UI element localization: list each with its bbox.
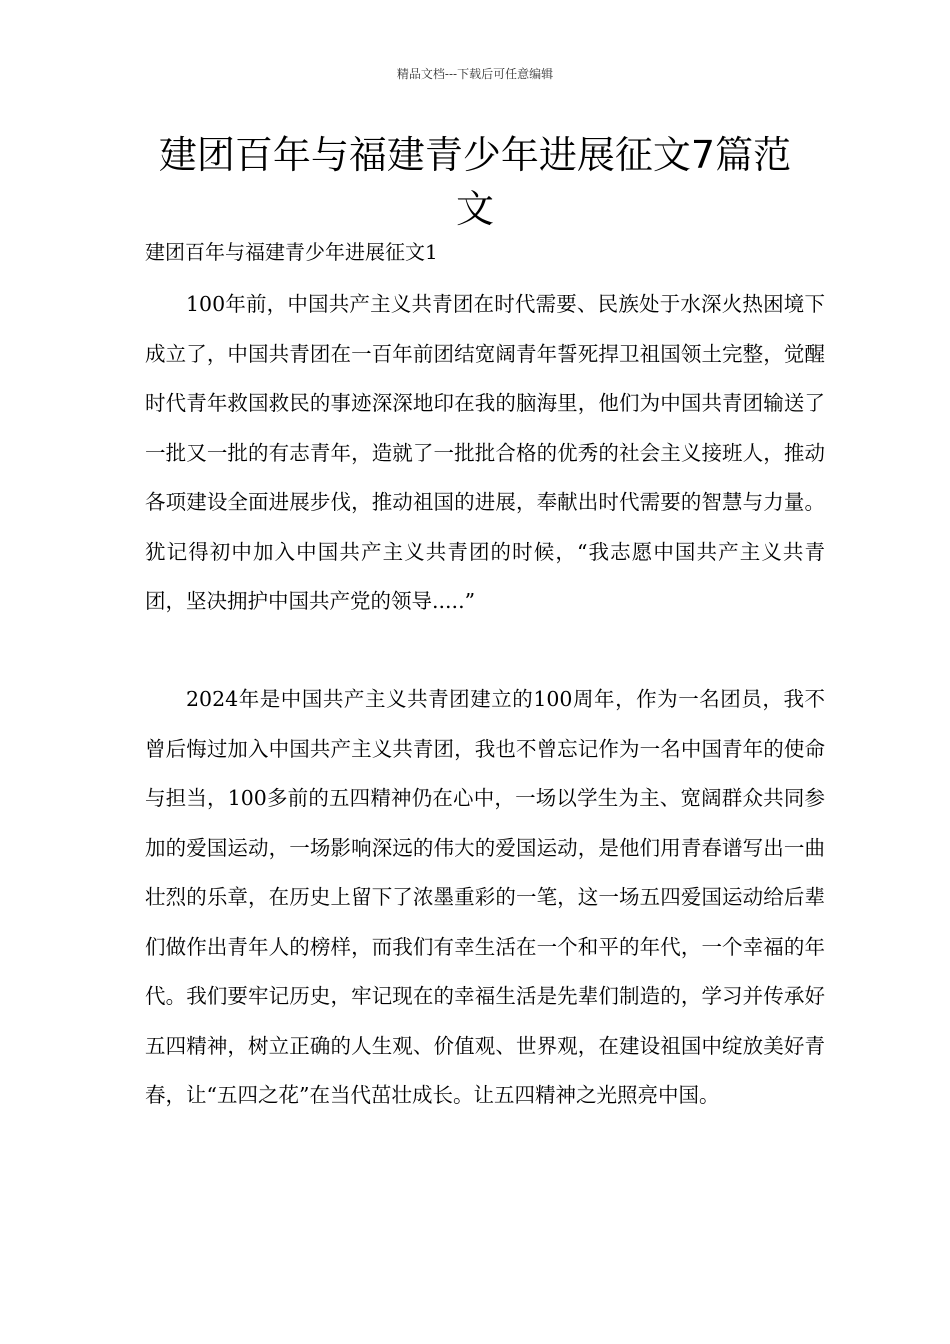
section-heading: 建团百年与福建青少年进展征文1 <box>145 240 438 264</box>
body-paragraph: 2024年是中国共产主义共青团建立的100周年，作为一名团员，我不曾后悔过加入中国共产主义共青团，我也不曾忘记作为一名中国青年的使命与担当，100多前的五四精神仍在心中，一场以学生为主、宽阔群众共同参加的爱国运动，一场影响深远的伟大的爱国运动，是他们用青春谱写出一曲壮烈的乐章，在历史上留下了浓墨重彩的一笔，这一场五四爱国运动给后辈们做作出青年人的榜样，而我们有幸生活在一个和平的年代，一个幸福的年代。我们要牢记历史，牢记现在的幸福生活是先辈们制造的，学习并传承好五四精神，树立正确的人生观、价值观、世界观，在建设祖国中绽放美好青春，让“五四之花”在当代茁壮成长。让五四精神之光照亮中国。 <box>145 687 825 1107</box>
document-title: 建团百年与福建青少年进展征文7篇范文 <box>158 133 792 231</box>
body-paragraph: 100年前，中国共产主义共青团在时代需要、民族处于水深火热困境下成立了，中国共青团在一百年前团结宽阔青年誓死捍卫祖国领土完整，觉醒时代青年救国救民的事迹深深地印在我的脑海里，他们为中国共青团输送了一批又一批的有志青年，造就了一批批合格的优秀的社会主义接班人，推动各项建设全面进展步伐，推动祖国的进展，奉献出时代需要的智慧与力量。犹记得初中加入中国共产主义共青团的时候，“我志愿中国共产主义共青团，坚决拥护中国共产党的领导.....” <box>145 292 825 613</box>
header-note: 精品文档---下载后可任意编辑 <box>396 67 554 81</box>
